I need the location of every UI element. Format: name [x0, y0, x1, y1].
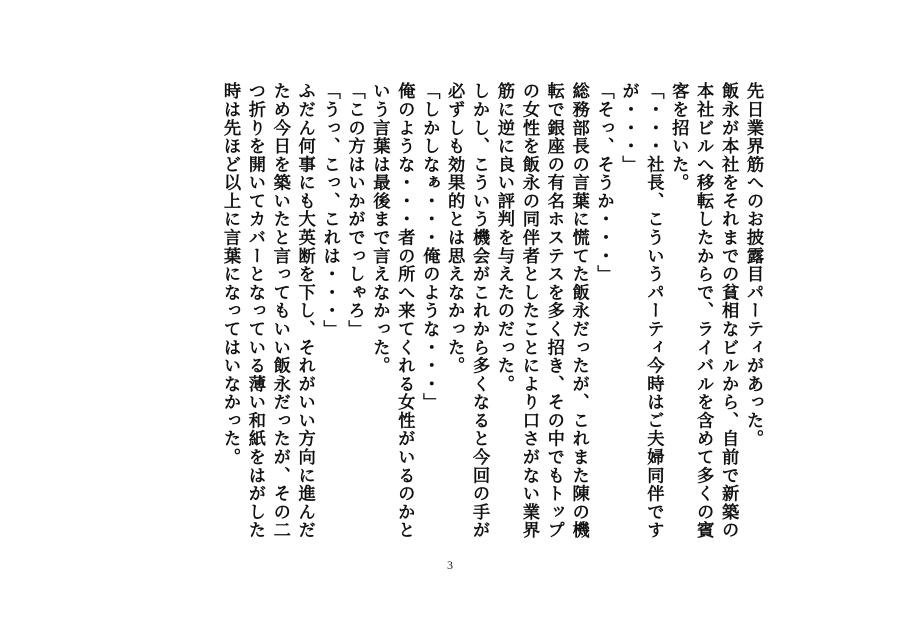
paragraph: 「しかしなぁ・・・俺のような・・・」: [419, 82, 440, 412]
vertical-text-block: [105, 82, 765, 552]
paragraph: 「そっ、そうか・・・」: [593, 82, 614, 284]
paragraph: 俺のような・・・者の所へ来てくれる女性がいるのかという言葉は最後まで言えなかった。: [369, 82, 415, 540]
paragraph: 「うっ、こっ、これは・・・」: [319, 82, 340, 339]
page-number: 3: [447, 558, 453, 572]
body-text: [217, 82, 765, 552]
paragraph: 総務部長の言葉に慌てた飯永だったが、これまた陳の機転で銀座の有名ホステスを多く招き、その中でもトップの女性を飯永の同伴者としたことにより口さがない業界筋に逆に良い評判を与えたのだった。: [493, 82, 589, 540]
paragraph: しかし、こういう機会がこれから多くなると今回の手が必ずしも効果的とは思えなかった。: [444, 82, 490, 540]
paragraph: 飯永が本社をそれまでの貧相なビルから、自前で新築の本社ビルへ移転したからで、ライバルを含めて多くの賓客を招いた。: [668, 82, 739, 540]
paragraph: ふだん何事にも大英断を下し、それがいい方向に進んだため今日を築いたと言ってもいい飯永だったが、その二つ折りを開いてカバーとなっている薄い和紙をはがした時は先ほど以上に言葉になってはいなかった。: [219, 82, 315, 540]
paragraph: 先日業界筋へのお披露目パーティがあった。: [743, 82, 763, 448]
paragraph: 「この方はいかがでっしゃろ」: [344, 82, 365, 339]
paragraph: 「・・・社長、こういうパーティ今時はご夫婦同伴ですが・・・」: [618, 82, 664, 540]
